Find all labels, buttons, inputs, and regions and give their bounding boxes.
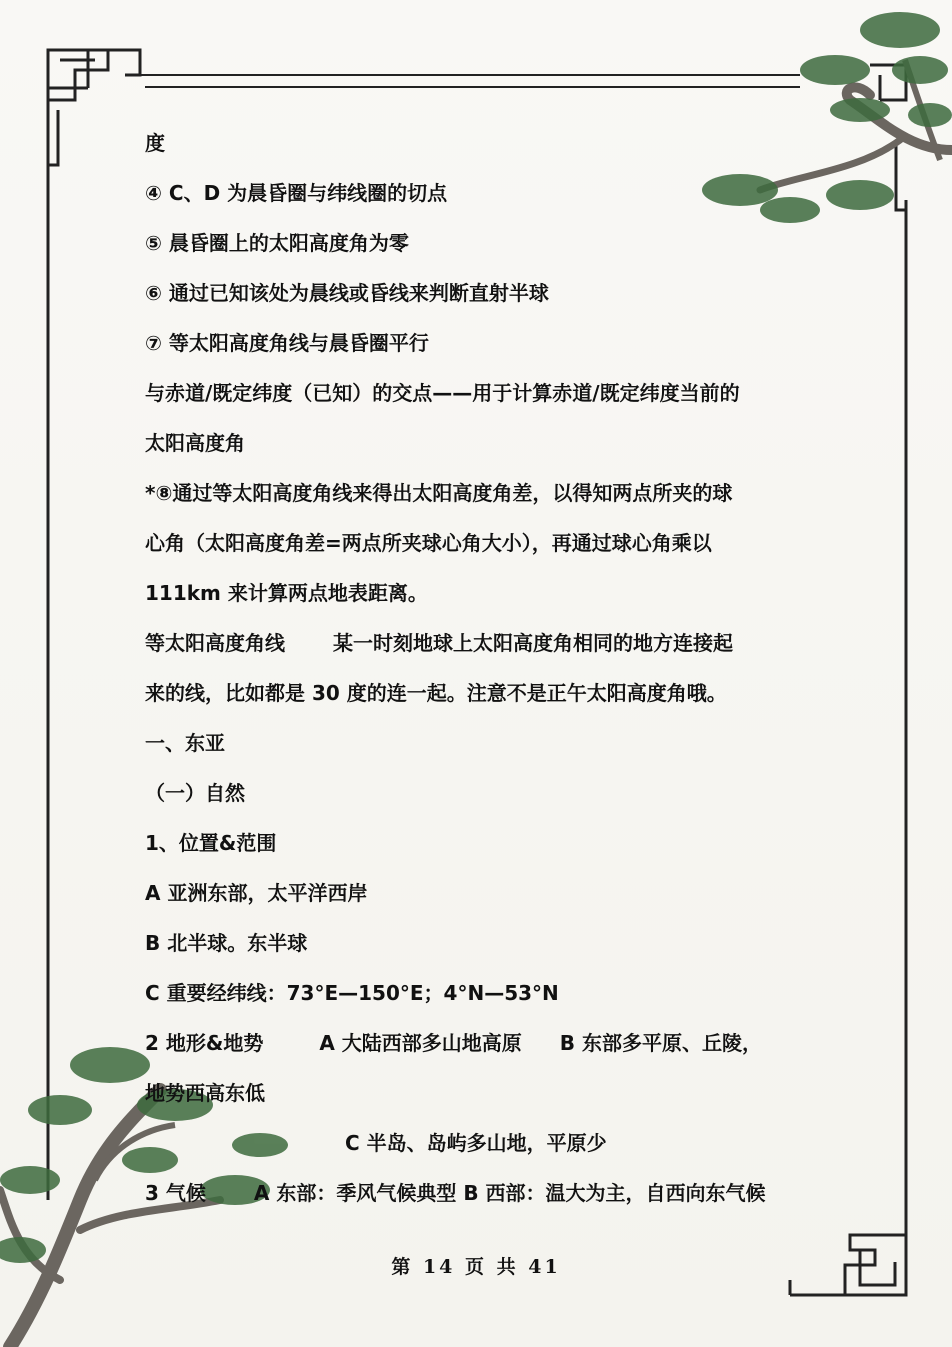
contour-definition: 某一时刻地球上太阳高度角相同的地方连接起 xyxy=(333,631,733,655)
section-title: 一、东亚 xyxy=(145,731,225,755)
terrain-line xyxy=(145,1018,810,1068)
text-line-3: ⑤ 晨昏圈上的太阳高度角为零 xyxy=(145,231,409,255)
climate-line xyxy=(145,1168,810,1218)
text-line-2: ④ C、D 为晨昏圈与纬线圈的切点 xyxy=(145,181,448,205)
text-line-9: 心角（太阳高度角差=两点所夹球心角大小），再通过球心角乘以 xyxy=(145,531,712,555)
terrain-label: 2 地形&地势 xyxy=(145,1031,264,1055)
terrain-continuation: 地势西高东低 xyxy=(145,1081,265,1105)
text-line-8: *⑧通过等太阳高度角线来得出太阳高度角差，以得知两点所夹的球 xyxy=(145,481,733,505)
contour-term: 等太阳高度角线 xyxy=(145,631,285,655)
location-heading: 1、位置&范围 xyxy=(145,831,277,855)
text-line-1: 度 xyxy=(145,131,165,155)
text-line-10: 111km 来计算两点地表距离。 xyxy=(145,581,428,605)
text-line-6: 与赤道/既定纬度（已知）的交点——用于计算赤道/既定纬度当前的 xyxy=(145,381,740,405)
contour-definition-line-1 xyxy=(145,618,810,668)
terrain-a: A 大陆西部多山地高原 xyxy=(319,1031,522,1055)
document-body xyxy=(145,118,810,1218)
text-line-7: 太阳高度角 xyxy=(145,431,245,455)
text-line-4: ⑥ 通过已知该处为晨线或昏线来判断直射半球 xyxy=(145,281,549,305)
page-number-footer: 第 14 页 共 41 xyxy=(391,1256,561,1278)
climate-label: 3 气候 xyxy=(145,1181,206,1205)
climate-a: A 东部：季风气候典型 xyxy=(253,1181,457,1205)
climate-b: B 西部：温大为主，自西向东气候 xyxy=(463,1181,766,1205)
subsection-title: （一）自然 xyxy=(145,781,245,805)
location-b: B 北半球。东半球 xyxy=(145,931,308,955)
contour-definition-line-2: 来的线，比如都是 30 度的连一起。注意不是正午太阳高度角哦。 xyxy=(145,681,727,705)
terrain-c: C 半岛、岛屿多山地，平原少 xyxy=(345,1131,607,1155)
terrain-b: B 东部多平原、丘陵， xyxy=(559,1031,762,1055)
location-c: C 重要经纬线：73°E—150°E；4°N—53°N xyxy=(145,981,559,1005)
text-line-5: ⑦ 等太阳高度角线与晨昏圈平行 xyxy=(145,331,429,355)
location-a: A 亚洲东部，太平洋西岸 xyxy=(145,881,368,905)
